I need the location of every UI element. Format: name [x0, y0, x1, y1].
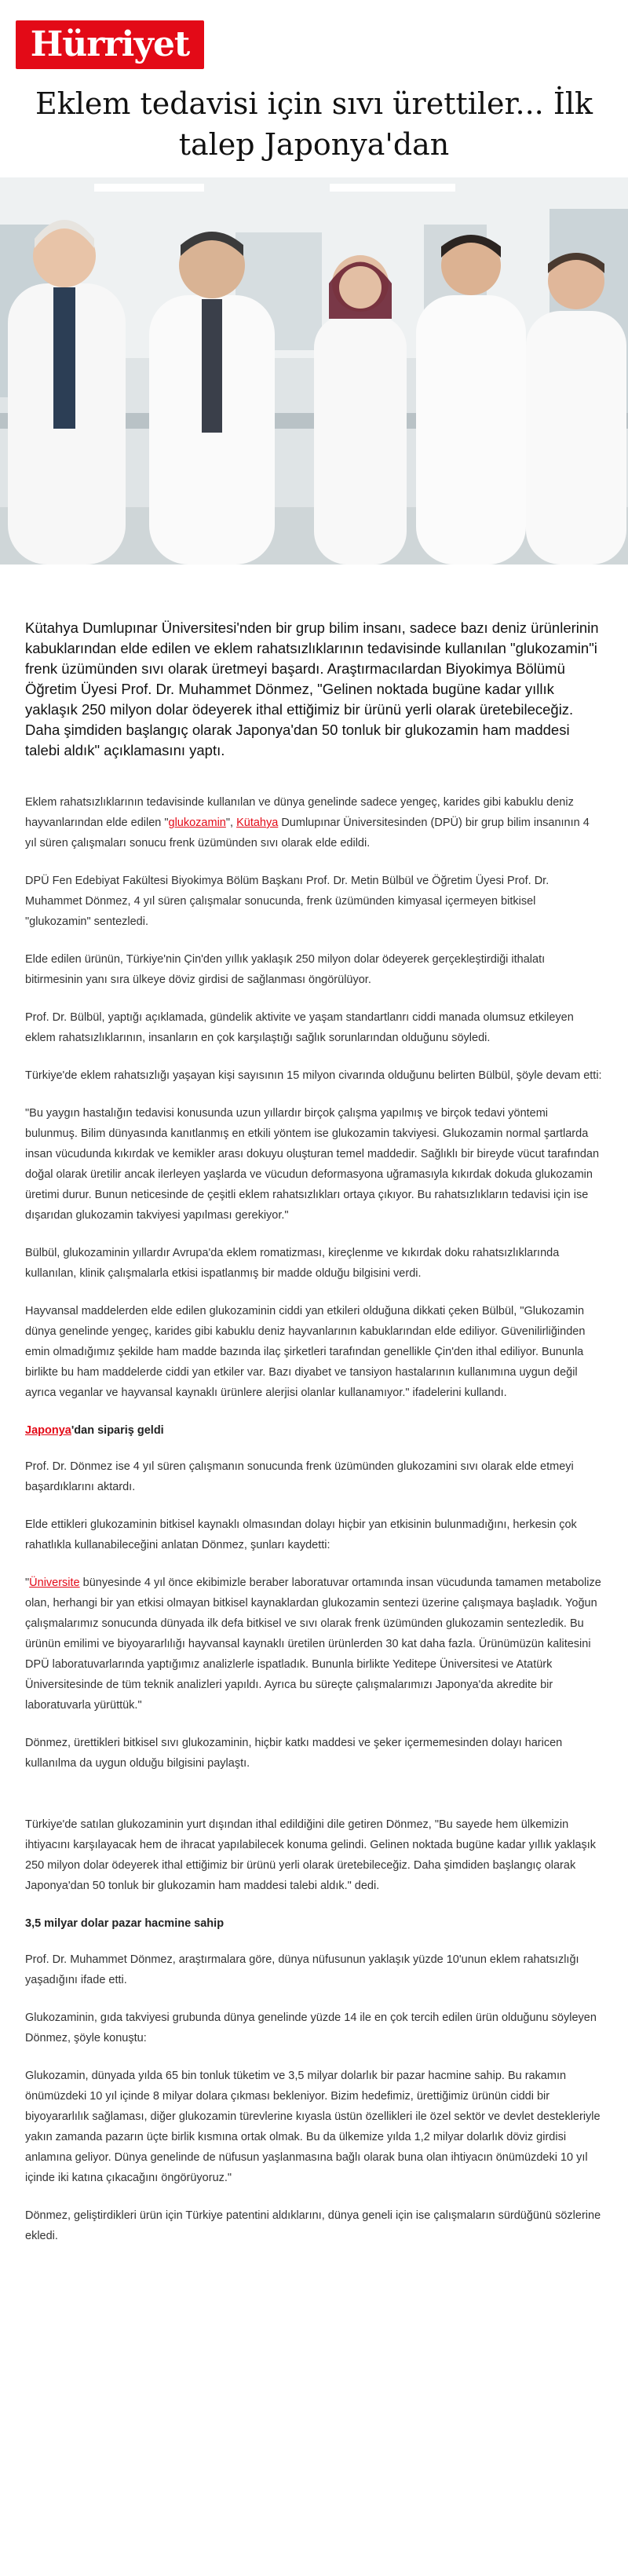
- tag-link-kutahya[interactable]: Kütahya: [236, 817, 279, 829]
- paragraph-4: Prof. Dr. Bülbül, yaptığı açıklamada, gündelik aktivite ve yaşam standartlanrı ciddi manada olumsuz etkileyen eklem rahatsızlıklarının, insanların en çok karşılaştığı sağlık sorunlarından olduğunu söyledi.: [25, 1011, 574, 1044]
- paragraph-14: Prof. Dr. Muhammet Dönmez, araştırmalara göre, dünya nüfusunun yaklaşık yüzde 10'unun eklem rahatsızlığı yaşadığını ifade etti.: [25, 1953, 579, 1986]
- hero-photo: [0, 177, 628, 565]
- paragraph-text: ",: [225, 817, 237, 829]
- article-body: [0, 618, 628, 2246]
- paragraph-3: Elde edilen ürünün, Türkiye'nin Çin'den yıllık yaklaşık 250 milyon dolar ödeyerek gerçekleştirdiği ithalatı bitirmesinin yanı sıra ülkeye döviz girdisi de sağlanması öngörülüyor.: [25, 953, 546, 986]
- tag-link-japonya[interactable]: Japonya: [25, 1424, 71, 1437]
- ad-gap: [25, 1791, 603, 1814]
- paragraph-7: Bülbül, glukozaminin yıllardır Avrupa'da eklem romatizması, kireçlenme ve kıkırdak doku rahatsızlıklarında kullanılan, klinik çalışmalarla etkisi ispatlanmış bir madde olduğu bilgisini verdi.: [25, 1247, 560, 1280]
- paragraph-text: ": [25, 1577, 30, 1589]
- subheading-japonya: [25, 1420, 603, 1441]
- paragraph-15: Glukozaminin, gıda takviyesi grubunda dünya genelinde yüzde 14 ile en çok tercih edilen ürün olduğunu söyleyen Dönmez, şöyle konuştu:: [25, 2011, 597, 2044]
- paragraph-11: [25, 1573, 603, 1716]
- paragraph-17: Dönmez, geliştirdikleri ürün için Türkiye patentini aldıklarını, dünya geneli için ise çalışmaların sürdüğünü sözlerine ekledi.: [25, 2209, 601, 2242]
- paragraph-text: Eklem rahatsızlıklarının tedavisinde kullanılan ve dünya genelinde sadece yengeç, karides gibi kabuklu deniz hayvanlarından elde edilen ": [25, 796, 574, 829]
- hurriyet-logo[interactable]: [16, 20, 204, 69]
- paragraph-8: Hayvansal maddelerden elde edilen glukozaminin ciddi yan etkileri olduğuna dikkati çeken Bülbül, "Glukozamin dünya genelinde yengeç, karides gibi kabuklu deniz hayvanlarının kabuklarından elde ediliyor. Güvenilirliğinden emin olmadığımız şekilde ham madde bazında ilaç şirketleri tarafından genellikle Çin'den ithal ediliyor. Bununla birlikte bu ham maddelerde ciddi yan etkiler var. Bazı diyabet ve tansiyon hastalarının kullanımına uygun değil ayrıca veganlar ve hayvansal kaynaklı ürünlere alerjisi olanlar kullanamıyor." ifadelerini kullandı.: [25, 1305, 586, 1399]
- paragraph-13: Türkiye'de satılan glukozaminin yurt dışından ithal edildiğini dile getiren Dönmez, "Bu sayede hem ülkemizin ihtiyacını karşılayacak hem de ihracat yapılabilecek konuma gelindi. Gelinen noktada bugüne kadar yıllık yaklaşık 250 milyon dolar ödeyerek ithal ettiğimiz bir ürünü yerli olarak üretebileceğiz. Daha şimdiden başlangıç olarak Japonya'dan 50 tonluk bir glukozamin ham maddesi talebi aldık." dedi.: [25, 1818, 597, 1892]
- article-lead: Kütahya Dumlupınar Üniversitesi'nden bir grup bilim insanı, sadece bazı deniz ürünlerinin kabuklarından elde edilen ve eklem rahatsızlıklarının tedavisinde kullanılan "glukozamin"i frenk üzümünden sıvı olarak üretmeyi başardı. Araştırmacılardan Biyokimya Bölümü Öğretim Üyesi Prof. Dr. Muhammet Dönmez, "Gelinen noktada bugüne kadar yıllık yaklaşık 250 milyon dolar ödeyerek ithal ettiğimiz bir ürünü yerli olarak üretebileceğiz. Daha şimdiden başlangıç olarak Japonya'dan 50 tonluk bir glukozamin ham maddesi talebi aldık" açıklamasını yaptı.: [25, 619, 599, 758]
- tag-link-universite[interactable]: Üniversite: [29, 1577, 80, 1589]
- tag-link-glukozamin[interactable]: glukozamin: [168, 817, 226, 829]
- paragraph-9: Prof. Dr. Dönmez ise 4 yıl süren çalışmanın sonucunda frenk üzümünden glukozamini sıvı olarak elde etmeyi başardıklarını aktardı.: [25, 1460, 574, 1493]
- logo-wordmark: Hürriyet: [30, 24, 190, 64]
- article-title: Eklem tedavisi için sıvı ürettiler... İlk talep Japonya'dan: [35, 86, 593, 162]
- paragraph-text: bünyesinde 4 yıl önce ekibimizle beraber laboratuvar ortamında insan vücudunda tamamen metabolize olan, herhangi bir yan etkisi olmayan bitkisel kaynaklardan glukozamin sentezi üzerine çalışmaya başladık. Yoğun çalışmalarımız sonucunda dünyada ilk defa bitkisel ve sıvı olarak frenk üzümünden glukozamin sentezledik. Bu ürünün emilimi ve biyoyararlılığı hayvansal kaynaklı üretilen ürünlerden 30 kat daha fazla. Ürünümüzün kalitesini DPÜ laboratuvarlarında yaptığımız analizlerle ispatladık. Bununla birlikte Yeditepe Üniversitesi ve Atatürk Üniversitesinde de tüm teknik analizleri yapıldı. Ayrıca bu süreçte çalışmalarımızı Japonya'da akredite bir laboratuvarla yürüttük.": [25, 1577, 601, 1712]
- paragraph-5: Türkiye'de eklem rahatsızlığı yaşayan kişi sayısının 15 milyon civarında olduğunu belirten Bülbül, şöyle devam etti:: [25, 1069, 602, 1082]
- paragraph-10: Elde ettikleri glukozaminin bitkisel kaynaklı olmasından dolayı hiçbir yan etkisinin bulunmadığını, herkesin çok rahatlıkla kullanabileceğini anlatan Dönmez, şunları kaydetti:: [25, 1518, 577, 1551]
- masthead: [0, 0, 628, 83]
- subheading-text: 'dan sipariş geldi: [71, 1424, 164, 1437]
- paragraph-12: Dönmez, ürettikleri bitkisel sıvı glukozaminin, hiçbir katkı maddesi ve şeker içermemesinden dolayı haricen kullanılma da uygun olduğu bilgisini paylaştı.: [25, 1737, 563, 1770]
- paragraph-2: DPÜ Fen Edebiyat Fakültesi Biyokimya Bölüm Başkanı Prof. Dr. Metin Bülbül ve Öğretim Üyesi Prof. Dr. Muhammet Dönmez, 4 yıl süren çalışmalar sonucunda, frenk üzümünden kimyasal içermeyen bitkisel "glukozamin" sentezledi.: [25, 875, 550, 928]
- paragraph-1: [25, 792, 603, 853]
- subheading-pazar: 3,5 milyar dolar pazar hacmine sahip: [25, 1917, 225, 1930]
- paragraph-6: "Bu yaygın hastalığın tedavisi konusunda uzun yıllardır birçok çalışma yapılmış ve birçok tedavi yöntemi bulunmuş. Bilim dünyasında kanıtlanmış en etkili yöntem ise glukozamin takviyesi. Glukozamin normal şartlarda insan vücudunda kıkırdak ve kemikler arası dokuyu oluşturan temel maddedir. Sağlıklı bir bireyde vücut tarafından doğal olarak üretilir ancak ilerleyen yaşlarda ve vücudun deformasyona uğramasıyla kıkırdak dokuda glukozamin üretimi durur. Bunun neticesinde de çeşitli eklem rahatsızlıkları ortaya çıkıyor. Bu rahatsızlıkların tedavisi için ise dışarıdan glukozamin takviyesi yapılması gerekiyor.": [25, 1107, 600, 1222]
- paragraph-text: Dumlupınar Üniversitesinden (DPÜ) bir grup bilim insanının 4 yıl süren çalışmaları sonucu frenk üzümünden sıvı olarak elde edildi.: [25, 817, 590, 850]
- paragraph-16: Glukozamin, dünyada yılda 65 bin tonluk tüketim ve 3,5 milyar dolarlık bir pazar hacmine sahip. Bu rakamın önümüzdeki 10 yıl içinde 8 milyar dolara çıkması bekleniyor. Bizim hedefimiz, ürettiğimiz ürünün ciddi bir biyoyararlılık sağlaması, diğer glukozamin türevlerine kıyasla üstün özellikleri ile özel sektör ve devlet destekleriyle yakın zamanda pazarın üçte birlik kısmına ortak olmak. Bu da ülkemize yılda 1,2 milyar dolarlık döviz girdisi anlamına geliyor. Dünya genelinde de nüfusun yaşlanmasına bağlı olarak buna olan ihtiyacın önümüzdeki 10 yıl içinde iki katına çıkacağını öngörüyoruz.": [25, 2070, 601, 2184]
